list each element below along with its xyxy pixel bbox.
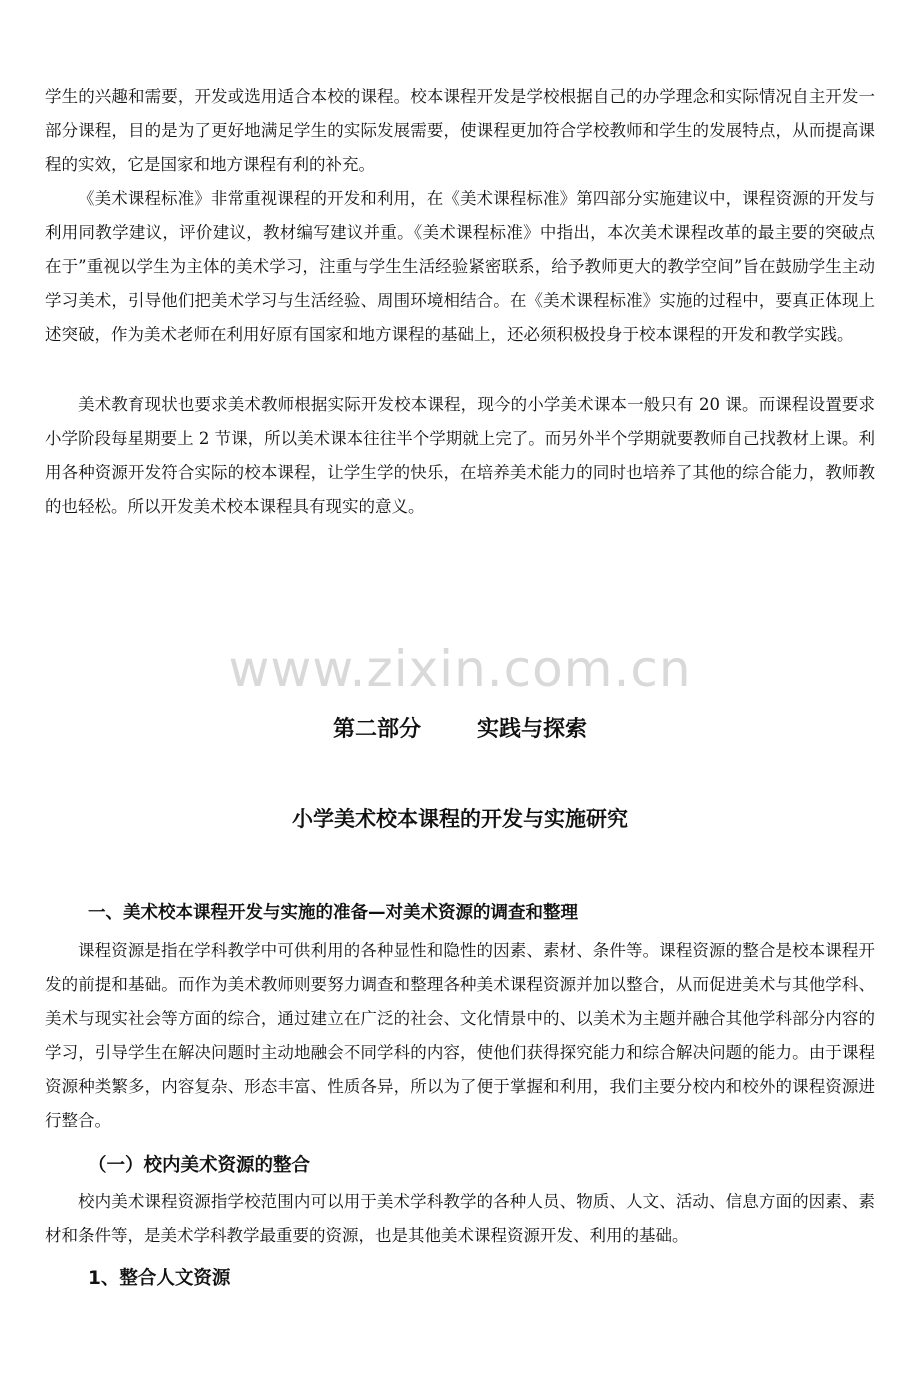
section-heading-1: 一、美术校本课程开发与实施的准备—对美术资源的调查和整理 [88, 903, 578, 923]
item-heading-1: 1、整合人文资源 [88, 1268, 231, 1289]
part-title [0, 712, 920, 743]
part-name: 实践与探索 [477, 717, 588, 742]
body-paragraph-2: 《美术课程标准》非常重视课程的开发和利用，在《美术课程标准》第四部分实施建议中，课程资源的开发与利用同教学建议，评价建议，教材编写建议并重。《美术课程标准》中指出，本次美术课程改革的最主要的突破点在于”重视以学生为主体的美术学习，注重与学生生活经验紧密联系，给予教师更大的教学空间”旨在鼓励学生主动学习美术，引导他们把美术学习与生活经验、周围环境相结合。在《美术课程标准》实施的过程中，要真正体现上述突破，作为美术老师在利用好原有国家和地方课程的基础上，还必须积极投身于校本课程的开发和教学实践。 [45, 189, 875, 344]
watermark-text: www.zixin.com.cn [228, 640, 692, 698]
subsection-heading-1: （一）校内美术资源的整合 [88, 1155, 311, 1176]
body-paragraph-5: 校内美术课程资源指学校范围内可以用于美术学科教学的各种人员、物质、人文、活动、信息方面的因素、素材和条件等，是美术学科教学最重要的资源，也是其他美术课程资源开发、利用的基础。 [45, 1192, 875, 1245]
body-paragraph-1: 学生的兴趣和需要，开发或选用适合本校的课程。校本课程开发是学校根据自己的办学理念和实际情况自主开发一部分课程，目的是为了更好地满足学生的实际发展需要，使课程更加符合学校教师和学生的发展特点，从而提高课程的实效，它是国家和地方课程有利的补充。 [45, 87, 875, 174]
document-subtitle: 小学美术校本课程的开发与实施研究 [292, 807, 628, 831]
part-label: 第二部分 [332, 717, 421, 742]
body-paragraph-3: 美术教育现状也要求美术教师根据实际开发校本课程，现今的小学美术课本一般只有 20 课。而课程设置要求小学阶段每星期要上 2 节课，所以美术课本往往半个学期就上完了。而另外半个学期就要教师自己找教材上课。利用各种资源开发符合实际的校本课程，让学生学的快乐，在培养美术能力的同时也培养了其他的综合能力，教师教的也轻松。所以开发美术校本课程具有现实的意义。 [45, 395, 875, 516]
body-paragraph-4: 课程资源是指在学科教学中可供利用的各种显性和隐性的因素、素材、条件等。课程资源的整合是校本课程开发的前提和基础。而作为美术教师则要努力调查和整理各种美术课程资源并加以整合，从而促进美术与其他学科、美术与现实社会等方面的综合，通过建立在广泛的社会、文化情景中的、以美术为主题并融合其他学科部分内容的学习，引导学生在解决问题时主动地融会不同学科的内容，使他们获得探究能力和综合解决问题的能力。由于课程资源种类繁多，内容复杂、形态丰富、性质各异，所以为了便于掌握和利用，我们主要分校内和校外的课程资源进行整合。 [45, 941, 875, 1130]
